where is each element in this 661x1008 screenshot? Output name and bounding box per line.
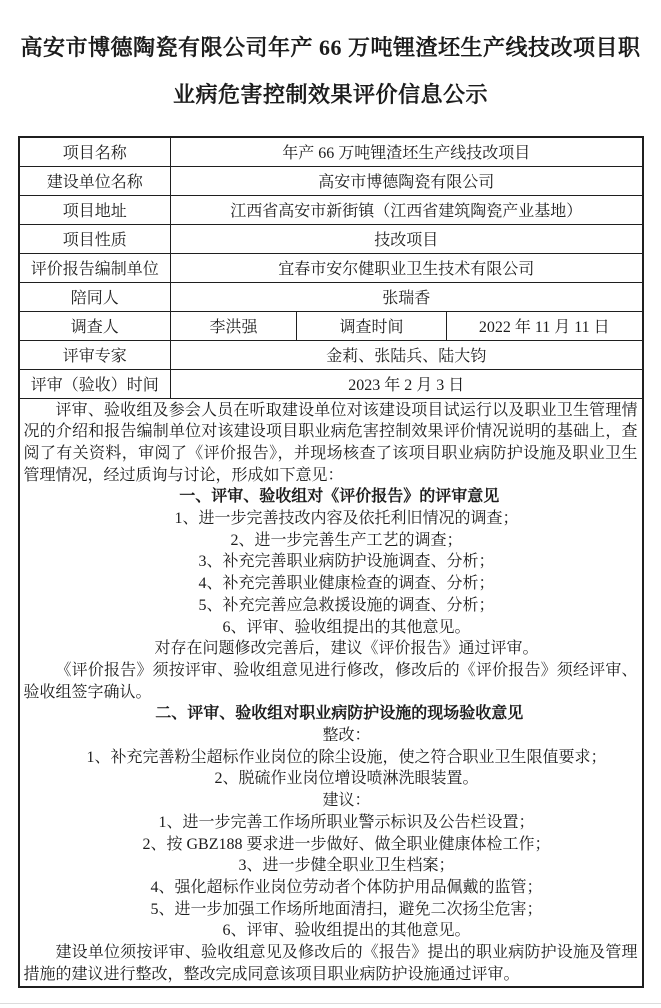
row-value: 宜春市安尔健职业卫生技术有限公司 [171, 253, 643, 282]
opinion-paragraph-item: 4、强化超标作业岗位劳动者个体防护用品佩戴的监管； [150, 878, 543, 896]
table-row-review-experts [19, 340, 643, 369]
project-info-table [18, 136, 644, 988]
row-label: 项目地址 [19, 195, 171, 224]
row-value: 张瑞香 [171, 282, 643, 311]
opinion-paragraph-item: 3、补充完善职业病防护设施调查、分析； [198, 553, 495, 571]
opinion-paragraph-item: 2、按 GBZ188 要求进一步做好、做全职业健康体检工作； [142, 835, 551, 853]
row-label-2: 调查时间 [297, 311, 447, 340]
opinion-paragraph-para: 建设单位须按评审、验收组意见及修改后的《报告》提出的职业病防护设施及管理措施的建议进行整改，整改完成同意该项目职业病防护设施通过评审。 [23, 944, 638, 983]
opinion-paragraph-heading: 一、评审、验收组对《评价报告》的评审意见 [179, 488, 500, 506]
row-value: 年产 66 万吨锂渣坯生产线技改项目 [171, 137, 643, 166]
row-label: 评价报告编制单位 [19, 253, 171, 282]
table-row-investigator [19, 311, 643, 340]
table-row-project-nature [19, 224, 643, 253]
opinion-paragraph-item: 整改： [322, 727, 371, 745]
opinion-text-cell [19, 398, 643, 987]
opinion-paragraph-item: 4、补充完善职业健康检查的调查、分析； [198, 575, 495, 593]
row-label: 建设单位名称 [19, 166, 171, 195]
opinion-paragraph-item: 对存在问题修改完善后，建议《评价报告》通过评审。 [154, 640, 539, 658]
opinion-paragraph-para: 《评价报告》须按评审、验收组意见进行修改，修改后的《评价报告》须经评审、验收组签字确认。 [23, 661, 638, 701]
opinion-paragraph-item: 3、进一步健全职业卫生档案； [238, 857, 455, 875]
table-row-project-name [19, 137, 643, 166]
table-row-accompanying-person [19, 282, 643, 311]
row-label: 陪同人 [19, 282, 171, 311]
opinion-paragraph-item: 6、评审、验收组提出的其他意见。 [222, 618, 471, 636]
opinion-paragraph-item: 5、进一步加强工作场所地面清扫，避免二次扬尘危害； [150, 900, 543, 918]
table-row-report-compiler [19, 253, 643, 282]
row-label: 评审（验收）时间 [19, 369, 171, 398]
row-value: 江西省高安市新街镇（江西省建筑陶瓷产业基地） [171, 195, 643, 224]
opinion-paragraph-item: 1、补充完善粉尘超标作业岗位的除尘设施，使之符合职业卫生限值要求； [86, 748, 607, 766]
table-row-review-date [19, 369, 643, 398]
row-value: 高安市博德陶瓷有限公司 [171, 166, 643, 195]
opinion-paragraph-item: 6、评审、验收组提出的其他意见。 [222, 922, 471, 940]
row-label: 调查人 [19, 311, 171, 340]
row-label: 项目性质 [19, 224, 171, 253]
row-value-2: 2022 年 11 月 11 日 [447, 311, 643, 340]
row-value: 技改项目 [171, 224, 643, 253]
table-row-construction-unit [19, 166, 643, 195]
row-label: 评审专家 [19, 340, 171, 369]
opinion-paragraph-item: 5、补充完善应急救援设施的调查、分析； [198, 596, 495, 614]
opinion-paragraph-item: 1、进一步完善技改内容及依托利旧情况的调查； [174, 510, 519, 528]
opinion-paragraph-item: 建议： [322, 792, 371, 810]
opinion-paragraph-para: 评审、验收组及参会人员在听取建设单位对该建设项目试运行以及职业卫生管理情况的介绍和报告编制单位对该建设项目职业病危害控制效果评价情况说明的基础上，查阅了有关资料，审阅了《评价报告》，并现场核查了该项目职业病防护设施及职业卫生管理情况，经过质询与讨论，形成如下意见： [23, 401, 638, 484]
opinion-paragraph-item: 1、进一步完善工作场所职业警示标识及公告栏设置； [158, 813, 535, 831]
opinion-paragraph-item: 2、脱硫作业岗位增设喷淋洗眼装置。 [214, 770, 479, 788]
table-row-project-address [19, 195, 643, 224]
page-bottom-edge [0, 1003, 661, 1004]
table-row-opinions [19, 398, 643, 987]
row-value: 金莉、张陆兵、陆大钧 [171, 340, 643, 369]
opinion-paragraph-item: 2、进一步完善生产工艺的调查； [230, 531, 463, 549]
page-title: 高安市博德陶瓷有限公司年产 66 万吨锂渣坯生产线技改项目职业病危害控制效果评价信息公示 [20, 35, 641, 107]
opinion-paragraph-heading: 二、评审、验收组对职业病防护设施的现场验收意见 [155, 705, 524, 723]
row-label: 项目名称 [19, 137, 171, 166]
row-value: 李洪强 [171, 311, 297, 340]
row-value: 2023 年 2 月 3 日 [171, 369, 643, 398]
